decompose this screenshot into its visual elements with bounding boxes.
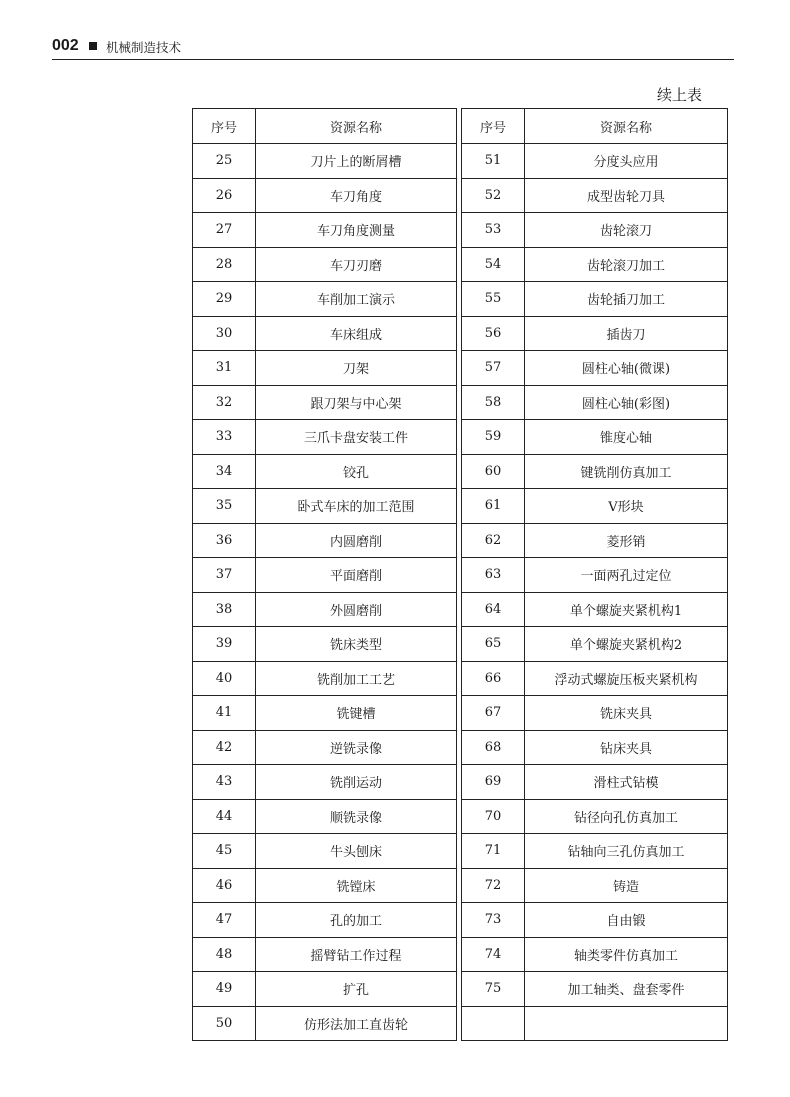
- table-row: [193, 799, 728, 834]
- table-row: [193, 937, 728, 972]
- table-row: [193, 351, 728, 386]
- cell-name-right: 铸造: [525, 868, 728, 903]
- cell-no-right: 67: [462, 696, 525, 731]
- cell-name-right: 一面两孔过定位: [525, 558, 728, 593]
- cell-name-left: 三爪卡盘安装工件: [256, 420, 457, 455]
- cell-no-right: 63: [462, 558, 525, 593]
- cell-no-left: 37: [193, 558, 256, 593]
- table-row: [193, 834, 728, 869]
- cell-name-left: 外圆磨削: [256, 592, 457, 627]
- cell-name-left: 车削加工演示: [256, 282, 457, 317]
- cell-name-right: 键铣削仿真加工: [525, 454, 728, 489]
- cell-name-right: 加工轴类、盘套零件: [525, 972, 728, 1007]
- cell-no-left: 50: [193, 1006, 256, 1041]
- cell-no-left: 32: [193, 385, 256, 420]
- header-name-right: 资源名称: [525, 109, 728, 144]
- cell-name-left: 孔的加工: [256, 903, 457, 938]
- table-row: [193, 247, 728, 282]
- cell-name-right: 齿轮滚刀加工: [525, 247, 728, 282]
- cell-name-right: 菱形销: [525, 523, 728, 558]
- table-row: [193, 144, 728, 179]
- cell-no-right: 60: [462, 454, 525, 489]
- cell-no-left: 28: [193, 247, 256, 282]
- table-row: [193, 765, 728, 800]
- cell-no-left: 46: [193, 868, 256, 903]
- table-row: [193, 661, 728, 696]
- table-row: [193, 489, 728, 524]
- table-row: [193, 385, 728, 420]
- table-header-row: [193, 109, 728, 144]
- cell-no-right: 59: [462, 420, 525, 455]
- cell-no-right: 62: [462, 523, 525, 558]
- header-no-right: 序号: [462, 109, 525, 144]
- table-row: [193, 316, 728, 351]
- cell-no-right: 61: [462, 489, 525, 524]
- table-row: [193, 627, 728, 662]
- table-row: [193, 420, 728, 455]
- cell-no-right: 75: [462, 972, 525, 1007]
- cell-name-left: 铣削运动: [256, 765, 457, 800]
- cell-name-left: 铣削加工工艺: [256, 661, 457, 696]
- table-row: [193, 1006, 728, 1041]
- cell-name-left: 卧式车床的加工范围: [256, 489, 457, 524]
- cell-name-right: 分度头应用: [525, 144, 728, 179]
- table-row: [193, 903, 728, 938]
- cell-no-right: 73: [462, 903, 525, 938]
- cell-name-left: 平面磨削: [256, 558, 457, 593]
- cell-no-left: 33: [193, 420, 256, 455]
- cell-no-right: 55: [462, 282, 525, 317]
- cell-name-right: 滑柱式钻模: [525, 765, 728, 800]
- page-number: 002: [52, 37, 79, 54]
- header-divider: [52, 59, 734, 60]
- table-row: [193, 178, 728, 213]
- cell-no-left: 42: [193, 730, 256, 765]
- cell-no-right: 52: [462, 178, 525, 213]
- table-row: [193, 868, 728, 903]
- page-header: [52, 36, 734, 58]
- cell-name-left: 内圆磨削: [256, 523, 457, 558]
- cell-no-left: 31: [193, 351, 256, 386]
- book-title: 机械制造技术: [106, 40, 182, 55]
- cell-name-right: 钻床夹具: [525, 730, 728, 765]
- table-row: [193, 282, 728, 317]
- cell-no-left: 40: [193, 661, 256, 696]
- cell-no-left: 27: [193, 213, 256, 248]
- header-name-left: 资源名称: [256, 109, 457, 144]
- cell-name-left: 牛头刨床: [256, 834, 457, 869]
- cell-no-left: 38: [193, 592, 256, 627]
- table-row: [193, 696, 728, 731]
- cell-no-right: 57: [462, 351, 525, 386]
- cell-name-left: 铣键槽: [256, 696, 457, 731]
- cell-no-left: 43: [193, 765, 256, 800]
- cell-no-left: 30: [193, 316, 256, 351]
- cell-name-left: 车刀刃磨: [256, 247, 457, 282]
- cell-no-right: 74: [462, 937, 525, 972]
- cell-name-right: 钻轴向三孔仿真加工: [525, 834, 728, 869]
- cell-name-right: 齿轮滚刀: [525, 213, 728, 248]
- cell-no-right: 58: [462, 385, 525, 420]
- cell-name-right: V形块: [525, 489, 728, 524]
- cell-no-left: 47: [193, 903, 256, 938]
- cell-name-right: 浮动式螺旋压板夹紧机构: [525, 661, 728, 696]
- cell-name-left: 摇臂钻工作过程: [256, 937, 457, 972]
- cell-no-right: 68: [462, 730, 525, 765]
- square-bullet-icon: [89, 42, 97, 50]
- cell-name-left: 刀片上的断屑槽: [256, 144, 457, 179]
- cell-no-right: 64: [462, 592, 525, 627]
- table-row: [193, 454, 728, 489]
- cell-name-right: 锥度心轴: [525, 420, 728, 455]
- cell-no-left: 36: [193, 523, 256, 558]
- cell-no-left: 48: [193, 937, 256, 972]
- cell-name-right: 成型齿轮刀具: [525, 178, 728, 213]
- cell-name-left: 车刀角度测量: [256, 213, 457, 248]
- table-row: [193, 523, 728, 558]
- cell-name-right: 圆柱心轴(彩图): [525, 385, 728, 420]
- cell-name-right: 轴类零件仿真加工: [525, 937, 728, 972]
- cell-name-right: 插齿刀: [525, 316, 728, 351]
- cell-name-right: 钻径向孔仿真加工: [525, 799, 728, 834]
- continued-label: 续上表: [657, 86, 703, 104]
- table-row: [193, 730, 728, 765]
- cell-name-left: 逆铣录像: [256, 730, 457, 765]
- table-row: [193, 558, 728, 593]
- header-no-left: 序号: [193, 109, 256, 144]
- cell-no-right: 70: [462, 799, 525, 834]
- cell-no-left: 26: [193, 178, 256, 213]
- cell-no-left: 34: [193, 454, 256, 489]
- cell-name-left: 顺铣录像: [256, 799, 457, 834]
- cell-name-left: 跟刀架与中心架: [256, 385, 457, 420]
- cell-name-right: [525, 1006, 728, 1041]
- cell-name-left: 仿形法加工直齿轮: [256, 1006, 457, 1041]
- table-row: [193, 592, 728, 627]
- cell-no-right: 53: [462, 213, 525, 248]
- cell-no-right: 51: [462, 144, 525, 179]
- cell-no-right: 65: [462, 627, 525, 662]
- cell-no-right: 54: [462, 247, 525, 282]
- cell-no-left: 35: [193, 489, 256, 524]
- cell-no-right: [462, 1006, 525, 1041]
- cell-name-left: 铣镗床: [256, 868, 457, 903]
- cell-name-left: 铰孔: [256, 454, 457, 489]
- table-row: [193, 972, 728, 1007]
- cell-no-right: 56: [462, 316, 525, 351]
- cell-name-left: 车刀角度: [256, 178, 457, 213]
- cell-no-left: 41: [193, 696, 256, 731]
- cell-no-left: 49: [193, 972, 256, 1007]
- cell-name-right: 单个螺旋夹紧机构2: [525, 627, 728, 662]
- resource-table: [192, 108, 728, 1041]
- cell-name-right: 齿轮插刀加工: [525, 282, 728, 317]
- cell-no-right: 66: [462, 661, 525, 696]
- cell-name-left: 扩孔: [256, 972, 457, 1007]
- cell-name-right: 铣床夹具: [525, 696, 728, 731]
- cell-no-right: 71: [462, 834, 525, 869]
- cell-no-left: 39: [193, 627, 256, 662]
- cell-name-left: 铣床类型: [256, 627, 457, 662]
- cell-no-left: 25: [193, 144, 256, 179]
- cell-name-right: 单个螺旋夹紧机构1: [525, 592, 728, 627]
- cell-no-right: 69: [462, 765, 525, 800]
- table-row: [193, 213, 728, 248]
- cell-no-left: 45: [193, 834, 256, 869]
- cell-no-right: 72: [462, 868, 525, 903]
- cell-name-left: 车床组成: [256, 316, 457, 351]
- cell-no-left: 29: [193, 282, 256, 317]
- cell-name-right: 圆柱心轴(微课): [525, 351, 728, 386]
- cell-no-left: 44: [193, 799, 256, 834]
- cell-name-left: 刀架: [256, 351, 457, 386]
- cell-name-right: 自由锻: [525, 903, 728, 938]
